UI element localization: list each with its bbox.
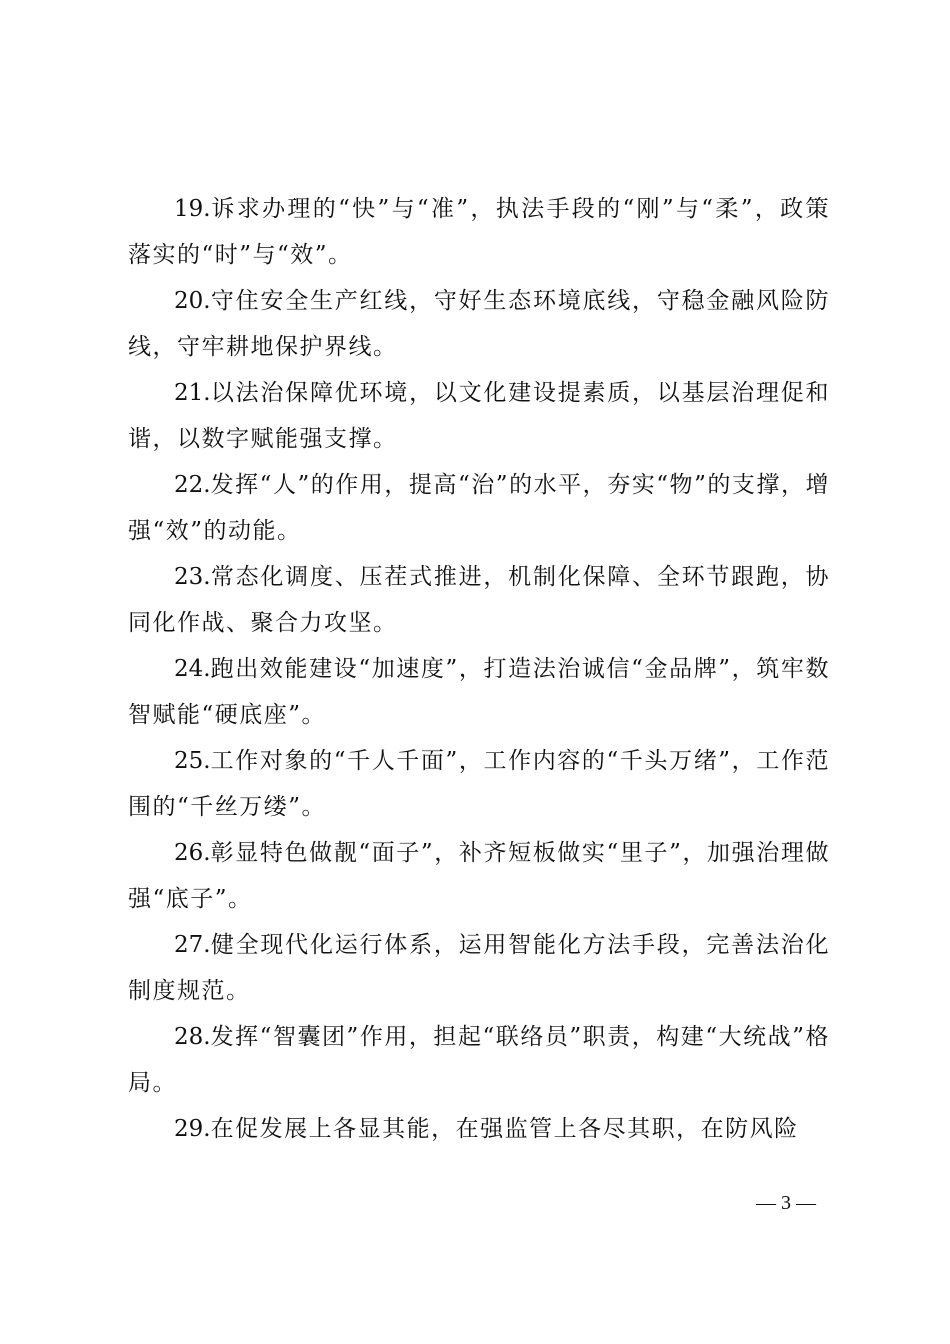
paragraph-text: 常态化调度、压茬式推进，机制化保障、全环节跟跑，协同化作战、聚合力攻坚。 bbox=[128, 564, 830, 636]
paragraph-27 bbox=[128, 922, 830, 1014]
paragraph-26 bbox=[128, 830, 830, 922]
page-number: — 3 — bbox=[756, 1192, 816, 1214]
paragraph-text: 健全现代化运行体系，运用智能化方法手段，完善法治化制度规范。 bbox=[128, 932, 830, 1004]
paragraph-number: 21. bbox=[174, 380, 211, 406]
document-body bbox=[128, 186, 830, 1152]
paragraph-text: 诉求办理的“快”与“准”，执法手段的“刚”与“柔”，政策落实的“时”与“效”。 bbox=[128, 196, 830, 268]
paragraph-text: 发挥“人”的作用，提高“治”的水平，夯实“物”的支撑，增强“效”的动能。 bbox=[128, 472, 830, 544]
paragraph-23 bbox=[128, 554, 830, 646]
paragraph-28 bbox=[128, 1014, 830, 1106]
paragraph-number: 25. bbox=[174, 748, 211, 774]
paragraph-number: 27. bbox=[174, 932, 211, 958]
paragraph-19 bbox=[128, 186, 830, 278]
paragraph-text: 以法治保障优环境，以文化建设提素质，以基层治理促和谐，以数字赋能强支撑。 bbox=[128, 380, 830, 452]
paragraph-number: 23. bbox=[174, 564, 211, 590]
paragraph-20 bbox=[128, 278, 830, 370]
paragraph-29 bbox=[128, 1106, 830, 1152]
paragraph-number: 26. bbox=[174, 840, 211, 866]
paragraph-number: 22. bbox=[174, 472, 211, 498]
paragraph-text: 发挥“智囊团”作用，担起“联络员”职责，构建“大统战”格局。 bbox=[128, 1024, 830, 1096]
paragraph-number: 29. bbox=[174, 1116, 211, 1142]
paragraph-number: 19. bbox=[174, 196, 211, 222]
paragraph-24 bbox=[128, 646, 830, 738]
paragraph-number: 20. bbox=[174, 288, 211, 314]
paragraph-text: 在促发展上各显其能，在强监管上各尽其职，在防风险 bbox=[210, 1116, 799, 1142]
paragraph-25 bbox=[128, 738, 830, 830]
paragraph-text: 彰显特色做靓“面子”，补齐短板做实“里子”，加强治理做强“底子”。 bbox=[128, 840, 830, 912]
paragraph-text: 跑出效能建设“加速度”，打造法治诚信“金品牌”，筑牢数智赋能“硬底座”。 bbox=[128, 656, 830, 728]
paragraph-number: 28. bbox=[174, 1024, 211, 1050]
paragraph-text: 工作对象的“千人千面”，工作内容的“千头万绪”，工作范围的“千丝万缕”。 bbox=[128, 748, 830, 820]
paragraph-text: 守住安全生产红线，守好生态环境底线，守稳金融风险防线，守牢耕地保护界线。 bbox=[128, 288, 830, 360]
paragraph-number: 24. bbox=[174, 656, 211, 682]
paragraph-22 bbox=[128, 462, 830, 554]
paragraph-21 bbox=[128, 370, 830, 462]
